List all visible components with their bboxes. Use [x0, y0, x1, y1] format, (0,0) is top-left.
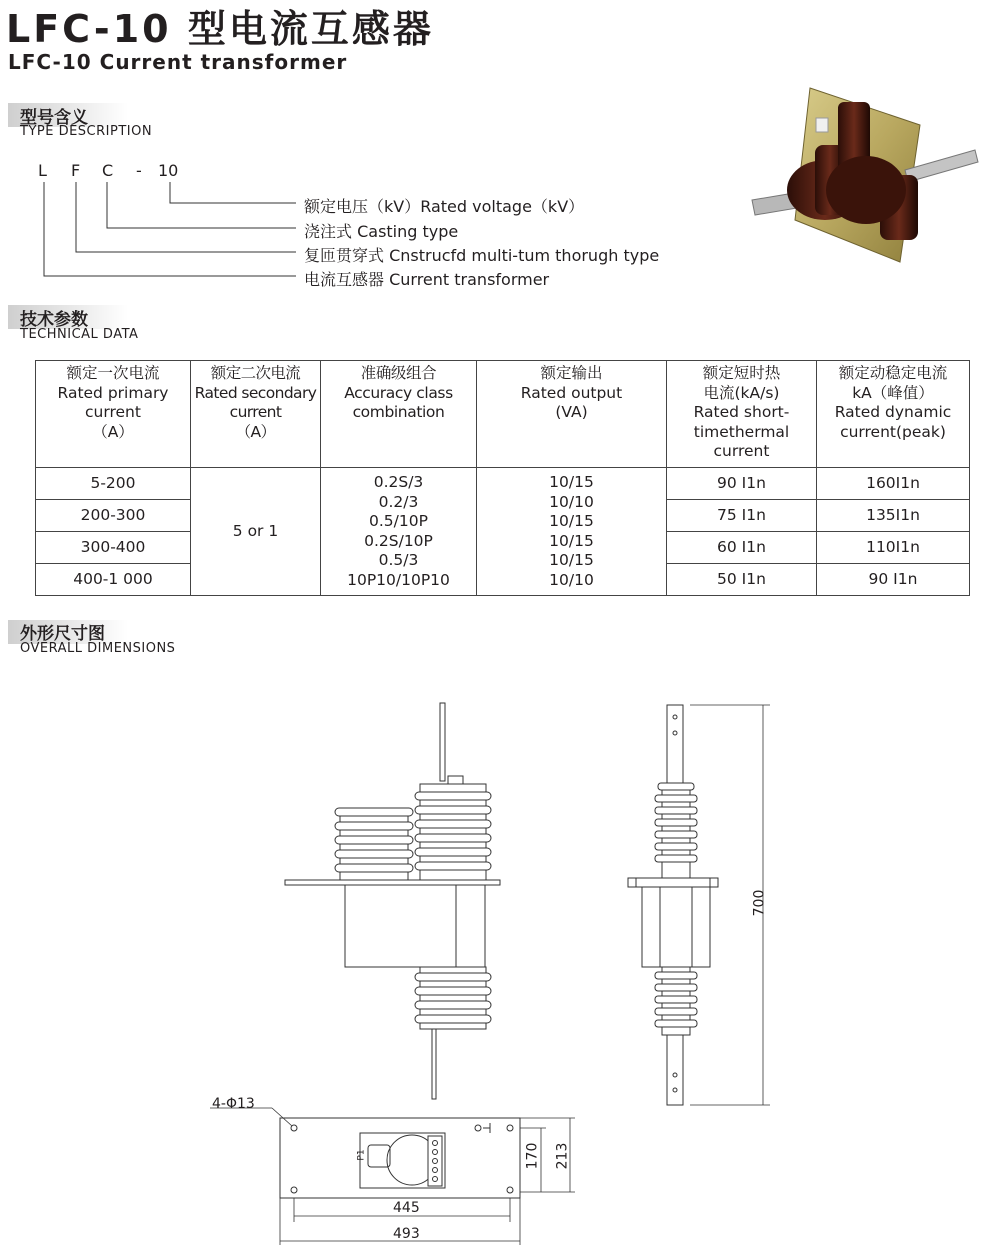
header-secondary: 额定二次电流 Rated secondary current （A）: [191, 361, 321, 468]
section-dims-cn: 外形尺寸图: [20, 624, 105, 644]
cell-primary: 400-1 000: [36, 564, 191, 596]
meaning-casting: 浇注式 Casting type: [304, 222, 459, 241]
page-subtitle: LFC-10 Current transformer: [8, 50, 348, 74]
section-tech-cn: 技术参数: [20, 310, 88, 330]
cell-thermal: 75 I1n: [667, 500, 817, 532]
header-output: 额定输出 Rated output (VA): [477, 361, 667, 468]
plan-view-drawing: [210, 1108, 575, 1245]
section-tech-en: TECHNICAL DATA: [20, 327, 139, 342]
front-view-drawing: [285, 703, 500, 1099]
upper-sheds-left: [335, 808, 413, 880]
type-dash: -: [136, 161, 142, 180]
cell-dynamic: 110I1n: [817, 532, 970, 564]
header-accuracy: 准确级组合 Accuracy class combination: [321, 361, 477, 468]
cell-dynamic: 160I1n: [817, 468, 970, 500]
type-letter-c: C: [102, 161, 114, 180]
section-type-desc-cn: 型号含义: [20, 108, 88, 128]
section-type-desc-en: TYPE DESCRIPTION: [20, 124, 153, 139]
lower-sheds: [415, 967, 491, 1029]
cell-dynamic: 135I1n: [817, 500, 970, 532]
side-upper-sheds: [655, 783, 697, 880]
type-letter-l: L: [38, 161, 47, 180]
upper-sheds-right: [415, 792, 491, 880]
dim-170: 170: [524, 1142, 541, 1170]
dim-height-700: 700: [751, 889, 768, 917]
cell-dynamic: 90 I1n: [817, 564, 970, 596]
page-title: LFC-10 型电流互感器: [6, 7, 434, 51]
type-code-leaders: [44, 182, 296, 276]
header-primary: 额定一次电流 Rated primary current （A）: [36, 361, 191, 468]
side-view-drawing: [628, 705, 770, 1105]
type-letter-f: F: [71, 161, 81, 180]
cell-output: 10/15 10/10 10/15 10/15 10/15 10/10: [477, 468, 667, 596]
dim-213: 213: [554, 1142, 571, 1170]
product-photo: [752, 88, 978, 262]
header-dynamic: 额定动稳定电流 kA（峰值） Rated dynamic current(peak): [817, 361, 970, 468]
cell-thermal: 90 I1n: [667, 468, 817, 500]
meaning-voltage: 额定电压（kV）Rated voltage（kV）: [304, 197, 585, 216]
cell-thermal: 60 I1n: [667, 532, 817, 564]
dim-445: 445: [393, 1200, 420, 1216]
cell-primary: 200-300: [36, 500, 191, 532]
meaning-construction: 复匝贯穿式 Cnstrucfd multi-tum thorugh type: [304, 246, 660, 265]
cell-secondary: 5 or 1: [191, 468, 321, 596]
cell-primary: 300-400: [36, 532, 191, 564]
dim-hole-label: 4-Φ13: [212, 1096, 255, 1112]
side-lower-sheds: [655, 967, 697, 1035]
meaning-transformer: 电流互感器 Current transformer: [304, 270, 550, 289]
header-thermal: 额定短时热 电流(kA/s) Rated short- timethermal current: [667, 361, 817, 468]
type-number: 10: [158, 161, 179, 180]
dim-493: 493: [393, 1226, 420, 1242]
cell-accuracy: 0.2S/3 0.2/3 0.5/10P 0.2S/10P 0.5/3 10P10/10P10: [321, 468, 477, 596]
cell-thermal: 50 I1n: [667, 564, 817, 596]
section-dims-en: OVERALL DIMENSIONS: [20, 641, 176, 656]
terminal-label-p1: P1: [356, 1149, 367, 1161]
cell-primary: 5-200: [36, 468, 191, 500]
